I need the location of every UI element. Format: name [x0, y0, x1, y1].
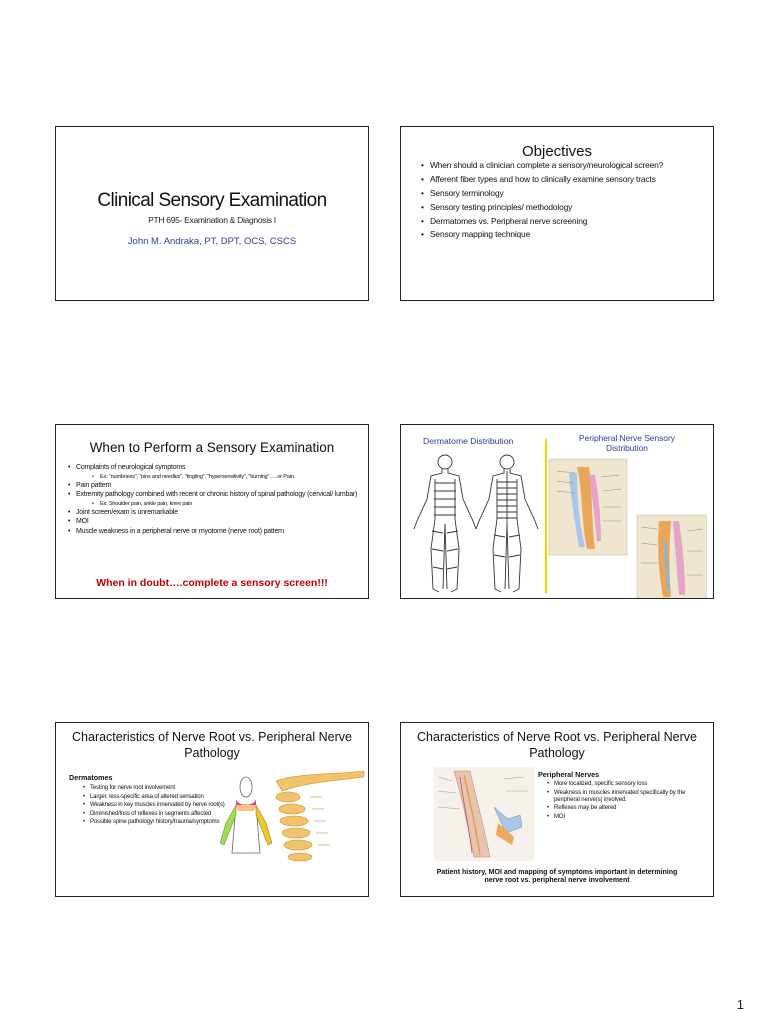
dermatome-body-figure [405, 449, 545, 599]
peripheral-nerves-subheading: Peripheral Nerves [538, 770, 600, 779]
when-list [68, 464, 360, 538]
page-number: 1 [736, 997, 744, 1012]
list-subitem: • Ex: "numbness", "pins and needles", "tingling", "hypersensitivity", "burning"…..or Pain. [68, 474, 360, 480]
list-item: • MOI [547, 814, 707, 821]
cervical-dermatome-illustration [218, 763, 368, 863]
objectives-list [421, 160, 699, 243]
list-item: • When should a clinician complete a sensory/neurological screen? [421, 160, 699, 171]
dermatomes-list [83, 785, 225, 828]
peripheral-nerve-heading: Characteristics of Nerve Root vs. Peripheral Nerve Pathology [417, 730, 697, 760]
list-item: • Dermatomes vs. Peripheral nerve screening [421, 216, 699, 227]
peripheral-nerve-label: Peripheral Nerve Sensory Distribution [579, 433, 675, 453]
list-item: • MOI [68, 518, 360, 526]
slide-title-author: John M. Andraka, PT, DPT, OCS, CSCS [127, 236, 297, 247]
list-subitem: • Ex: Shoulder pain, ankle pain, knee pain [68, 501, 360, 507]
list-item: • Afferent fiber types and how to clinically examine sensory tracts [421, 174, 699, 185]
list-item: • Testing for nerve root involvement [83, 785, 225, 792]
list-item: • Pain pattern [68, 482, 360, 490]
upper-limb-nerve-illustration [434, 767, 534, 861]
slide-peripheral-nerve [400, 722, 714, 897]
list-item: • Weakness in key muscles innervated by nerve root(s) [83, 802, 225, 809]
list-item: • More localized, specific sensory loss [547, 781, 707, 788]
list-item: • Extremity pathology combined with recent or chronic history of spinal pathology (cervical/ lumbar) [68, 491, 360, 499]
list-item: • Sensory mapping technique [421, 229, 699, 240]
list-item: • Complaints of neurological symptoms [68, 464, 360, 472]
slide-title-course: PTH 695- Examination & Diagnosis I [148, 215, 276, 225]
sensory-screen-callout: When in doubt….complete a sensory screen!!! [96, 577, 328, 589]
list-item: • Reflexes may be altered [547, 805, 707, 812]
nerve-root-heading: Characteristics of Nerve Root vs. Peripheral Nerve Pathology [72, 730, 352, 760]
list-item: • Sensory testing principles/ methodology [421, 202, 699, 213]
dermatomes-subheading: Dermatomes [69, 773, 113, 782]
slide-title [55, 126, 369, 301]
list-item: • Possible spine pathology/ history/trauma/symptoms [83, 819, 225, 826]
list-item: • Joint screen/exam is unremarkable [68, 509, 360, 517]
list-item: • Weakness in muscles innervated specifically by the peripheral nerve(s) involved. [547, 790, 707, 804]
objectives-heading: Objectives [521, 143, 593, 160]
list-item: • Larger, less-specific area of altered sensation [83, 794, 225, 801]
dermatome-label: Dermatome Distribution [423, 436, 514, 446]
list-item: • Diminished/loss of reflexes in segments affected [83, 811, 225, 818]
slide-objectives [400, 126, 714, 301]
peripheral-nerves-list [547, 781, 707, 823]
list-item: • Muscle weakness in a peripheral nerve or myotome (nerve root) pattern [68, 528, 360, 536]
summary-note: Patient history, MOI and mapping of symptoms important in determining nerve root vs. peripheral nerve involvement [436, 869, 678, 885]
list-item: • Sensory terminology [421, 188, 699, 199]
peripheral-nerve-anatomy-plate [547, 451, 707, 599]
when-heading: When to Perform a Sensory Examination [89, 440, 335, 455]
slide-when-to-perform [55, 424, 369, 599]
slide-title-heading: Clinical Sensory Examination [97, 190, 327, 211]
slide-nerve-root [55, 722, 369, 897]
slide-distribution [400, 424, 714, 599]
